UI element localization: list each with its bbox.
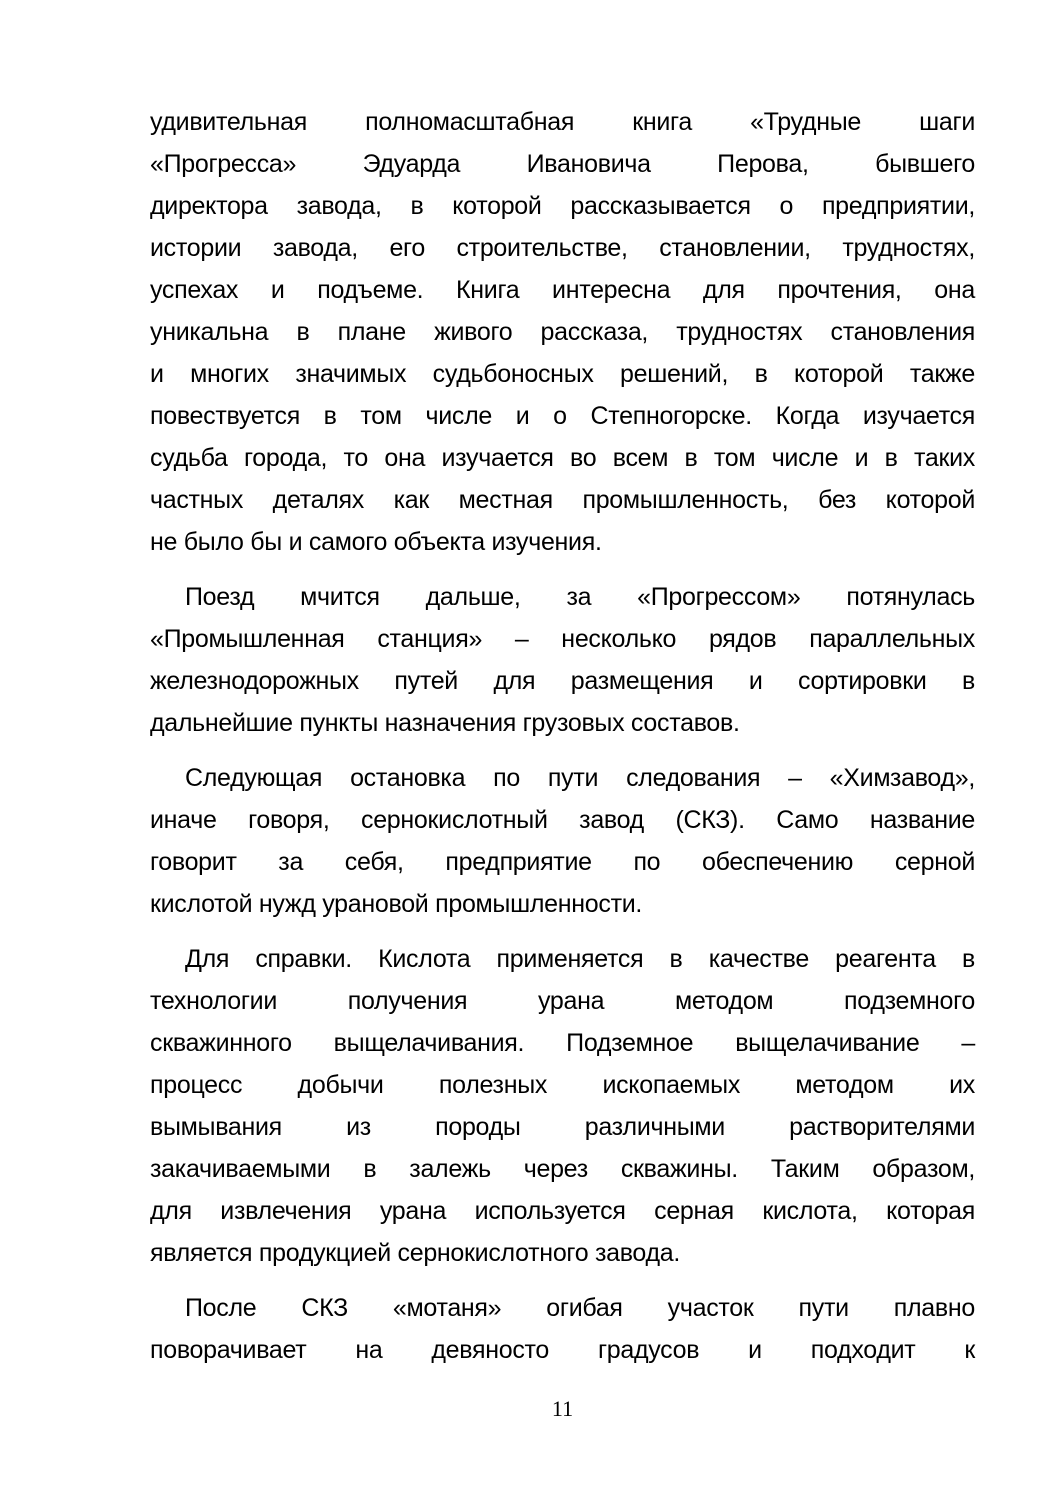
- text-line: говорит за себя, предприятие по обеспечению серной: [150, 848, 975, 876]
- paragraph: [150, 757, 975, 925]
- text-line: дальнейшие пункты назначения грузовых составов.: [150, 709, 740, 737]
- text-line: директора завода, в которой рассказывается о предприятии,: [150, 192, 975, 220]
- text-block: [150, 101, 975, 1371]
- text-line: Поезд мчится дальше, за «Прогрессом» потянулась: [185, 583, 975, 611]
- text-line: является продукцией сернокислотного завода.: [150, 1239, 680, 1267]
- text-line: вымывания из породы различными растворителями: [150, 1113, 975, 1141]
- text-line: частных деталях как местная промышленность, без которой: [150, 486, 975, 514]
- paragraph: [150, 576, 975, 744]
- text-line: «Прогресса» Эдуарда Ивановича Перова, бывшего: [150, 150, 975, 178]
- text-line: процесс добычи полезных ископаемых методом их: [150, 1071, 975, 1099]
- paragraph: [150, 101, 975, 563]
- text-line: успехах и подъеме. Книга интересна для прочтения, она: [150, 276, 975, 304]
- text-line: Для справки. Кислота применяется в качестве реагента в: [185, 945, 975, 973]
- text-line: повествуется в том числе и о Степногорске. Когда изучается: [150, 402, 975, 430]
- text-line: «Промышленная станция» – несколько рядов параллельных: [150, 625, 975, 653]
- text-line: Следующая остановка по пути следования – «Химзавод»,: [185, 764, 975, 792]
- text-line: не было бы и самого объекта изучения.: [150, 528, 602, 556]
- paragraph: [150, 1287, 975, 1371]
- paragraph: [150, 938, 975, 1274]
- text-line: технологии получения урана методом подземного: [150, 987, 975, 1015]
- text-line: уникальна в плане живого рассказа, трудностях становления: [150, 318, 975, 346]
- text-line: иначе говоря, сернокислотный завод (СКЗ). Само название: [150, 806, 975, 834]
- text-line: судьба города, то она изучается во всем в том числе и в таких: [150, 444, 975, 472]
- text-line: закачиваемыми в залежь через скважины. Таким образом,: [150, 1155, 975, 1183]
- text-line: кислотой нужд урановой промышленности.: [150, 890, 643, 918]
- text-line: скважинного выщелачивания. Подземное выщелачивание –: [150, 1029, 975, 1057]
- text-line: удивительная полномасштабная книга «Трудные шаги: [150, 108, 975, 136]
- text-line: железнодорожных путей для размещения и сортировки в: [150, 667, 975, 695]
- text-line: и многих значимых судьбоносных решений, в которой также: [150, 360, 975, 388]
- page-number: 11: [551, 1396, 574, 1421]
- text-line: истории завода, его строительстве, становлении, трудностях,: [150, 234, 975, 262]
- text-line: для извлечения урана используется серная кислота, которая: [150, 1197, 975, 1225]
- text-line: поворачивает на девяносто градусов и подходит к: [150, 1336, 975, 1364]
- text-line: После СКЗ «мотаня» огибая участок пути плавно: [185, 1294, 975, 1322]
